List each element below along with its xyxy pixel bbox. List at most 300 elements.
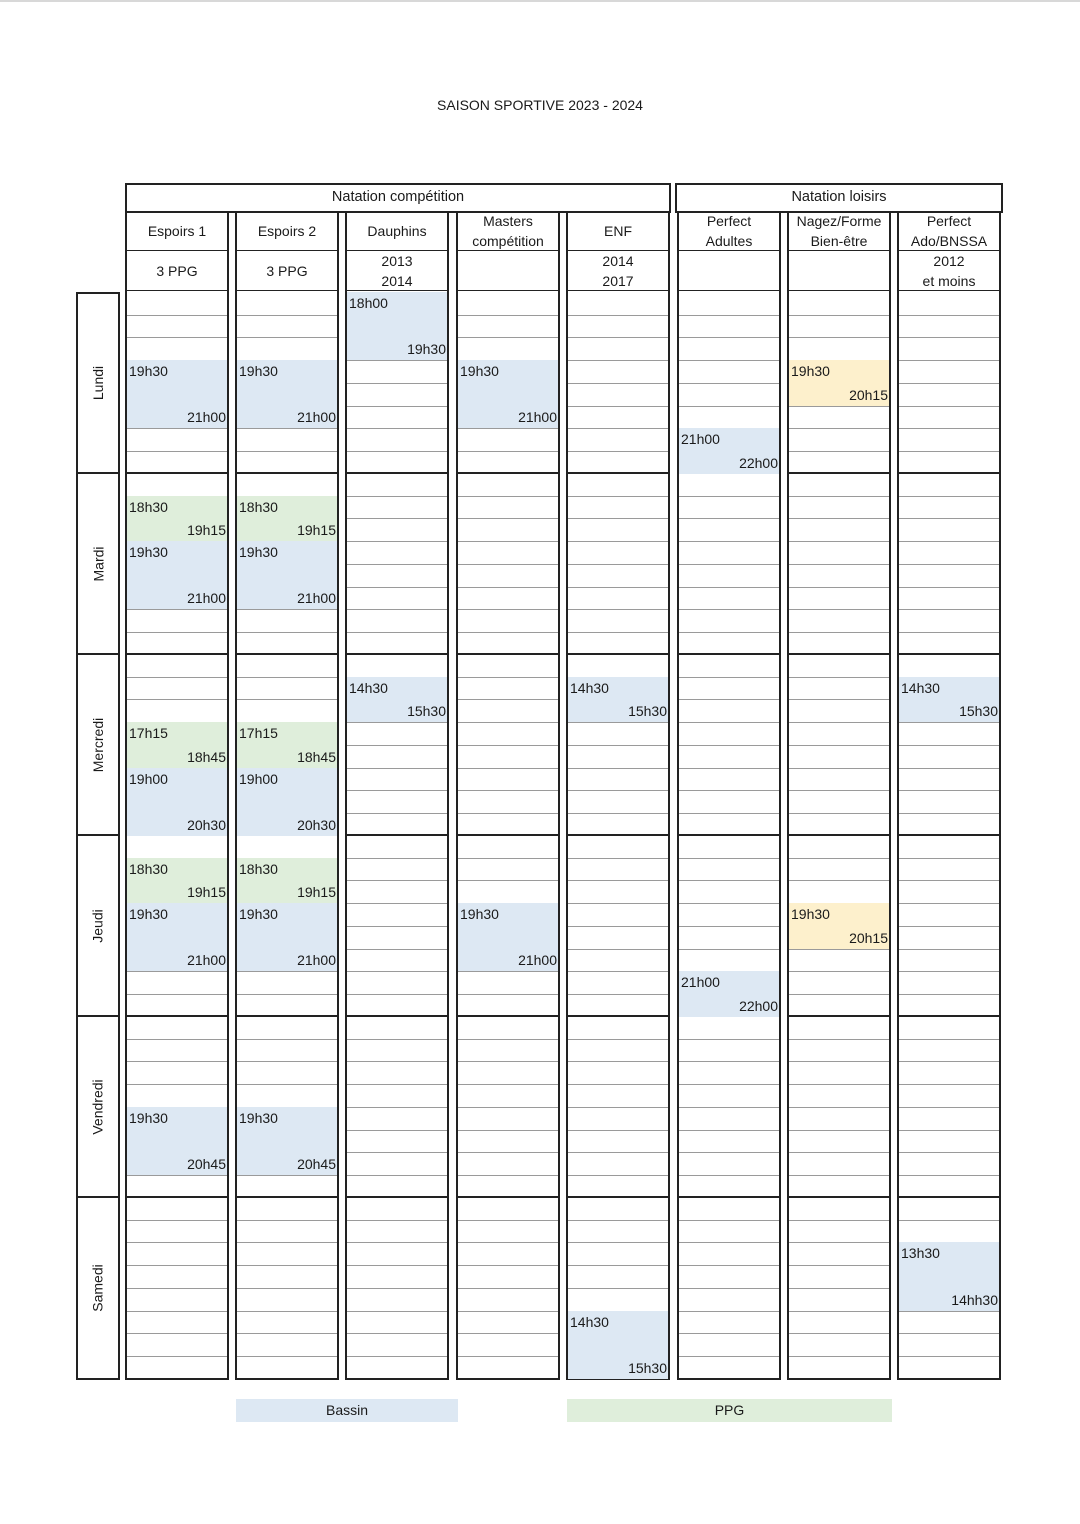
day-divider bbox=[566, 834, 670, 836]
slot-line bbox=[458, 1175, 558, 1176]
slot-line bbox=[568, 1130, 668, 1131]
slot-line bbox=[789, 722, 889, 723]
day-divider bbox=[235, 1196, 339, 1198]
slot-line bbox=[899, 1039, 999, 1040]
day-label bbox=[83, 1016, 113, 1198]
column-subheader: 2013 2014 bbox=[381, 252, 413, 289]
slot-line bbox=[679, 813, 779, 814]
slot-line bbox=[347, 1061, 447, 1062]
slot-line bbox=[789, 971, 889, 972]
day-divider bbox=[125, 472, 229, 474]
slot-line bbox=[679, 360, 779, 361]
slot-line bbox=[458, 1311, 558, 1312]
session-start-time: 14h30 bbox=[349, 680, 388, 696]
subheader-divider bbox=[125, 290, 229, 291]
slot-line bbox=[237, 1265, 337, 1266]
session-end-time: 20h45 bbox=[297, 1156, 336, 1172]
slot-line bbox=[458, 790, 558, 791]
slot-line bbox=[679, 1175, 779, 1176]
day-label-text: Vendredi bbox=[90, 1079, 106, 1135]
slot-line bbox=[347, 587, 447, 588]
day-divider bbox=[456, 834, 560, 836]
day-divider bbox=[787, 653, 891, 655]
slot-line bbox=[679, 1152, 779, 1153]
slot-line bbox=[789, 1175, 889, 1176]
slot-line bbox=[127, 451, 227, 452]
session-start-time: 19h30 bbox=[129, 1110, 168, 1126]
slot-line bbox=[899, 518, 999, 519]
session-start-time: 14h30 bbox=[570, 680, 609, 696]
session-end-time: 20h15 bbox=[849, 930, 888, 946]
slot-line bbox=[237, 677, 337, 678]
slot-line bbox=[568, 745, 668, 746]
subheader-divider bbox=[677, 290, 781, 291]
session-start-time: 18h30 bbox=[239, 861, 278, 877]
slot-line bbox=[458, 699, 558, 700]
slot-line bbox=[237, 994, 337, 995]
slot-line bbox=[789, 609, 889, 610]
slot-line bbox=[789, 1333, 889, 1334]
session-start-time: 19h30 bbox=[460, 363, 499, 379]
slot-line bbox=[127, 699, 227, 700]
slot-line bbox=[679, 1333, 779, 1334]
slot-line bbox=[679, 609, 779, 610]
slot-line bbox=[679, 1130, 779, 1131]
slot-line bbox=[789, 1265, 889, 1266]
slot-line bbox=[347, 745, 447, 746]
slot-line bbox=[347, 858, 447, 859]
slot-line bbox=[347, 926, 447, 927]
slot-line bbox=[789, 1288, 889, 1289]
session-end-time: 15h30 bbox=[959, 703, 998, 719]
session-start-time: 18h30 bbox=[129, 861, 168, 877]
subheader-divider bbox=[235, 290, 339, 291]
slot-line bbox=[568, 880, 668, 881]
slot-line bbox=[127, 1311, 227, 1312]
slot-line bbox=[347, 1175, 447, 1176]
slot-line bbox=[347, 1152, 447, 1153]
slot-line bbox=[568, 813, 668, 814]
slot-line bbox=[347, 451, 447, 452]
slot-line bbox=[899, 1311, 999, 1312]
slot-line bbox=[899, 1061, 999, 1062]
legend-ppg: PPG bbox=[567, 1399, 892, 1422]
slot-line bbox=[899, 587, 999, 588]
column-subheader bbox=[787, 251, 891, 290]
slot-line bbox=[568, 609, 668, 610]
slot-line bbox=[458, 518, 558, 519]
day-divider bbox=[787, 472, 891, 474]
slot-line bbox=[127, 1265, 227, 1266]
slot-line bbox=[458, 745, 558, 746]
day-divider bbox=[345, 1196, 449, 1198]
slot-line bbox=[347, 903, 447, 904]
slot-line bbox=[458, 1130, 558, 1131]
slot-line bbox=[347, 1107, 447, 1108]
slot-line bbox=[347, 541, 447, 542]
slot-line bbox=[458, 1107, 558, 1108]
slot-line bbox=[789, 699, 889, 700]
slot-line bbox=[237, 1311, 337, 1312]
day-divider bbox=[897, 653, 1001, 655]
slot-line bbox=[789, 337, 889, 338]
slot-line bbox=[899, 745, 999, 746]
slot-line bbox=[899, 315, 999, 316]
day-divider bbox=[897, 472, 1001, 474]
slot-line bbox=[237, 337, 337, 338]
slot-line bbox=[899, 880, 999, 881]
slot-line bbox=[347, 632, 447, 633]
slot-line bbox=[127, 994, 227, 995]
slot-line bbox=[347, 813, 447, 814]
session-end-time: 21h00 bbox=[297, 590, 336, 606]
slot-line bbox=[568, 541, 668, 542]
session-start-time: 14h30 bbox=[901, 680, 940, 696]
slot-line bbox=[789, 880, 889, 881]
day-divider bbox=[897, 1196, 1001, 1198]
session-end-time: 20h15 bbox=[849, 387, 888, 403]
session-end-time: 15h30 bbox=[407, 703, 446, 719]
slot-line bbox=[899, 813, 999, 814]
slot-line bbox=[237, 428, 337, 429]
session-start-time: 18h30 bbox=[239, 499, 278, 515]
slot-line bbox=[127, 337, 227, 338]
session-start-time: 21h00 bbox=[681, 974, 720, 990]
session-end-time: 22h00 bbox=[739, 998, 778, 1014]
slot-line bbox=[789, 1130, 889, 1131]
day-label-text: Jeudi bbox=[90, 909, 106, 943]
session-end-time: 19h15 bbox=[187, 884, 226, 900]
slot-line bbox=[568, 360, 668, 361]
slot-line bbox=[347, 1039, 447, 1040]
day-divider bbox=[566, 1196, 670, 1198]
slot-line bbox=[679, 1356, 779, 1357]
column-subheader: 3 PPG bbox=[266, 262, 308, 279]
column-box bbox=[566, 211, 670, 1380]
slot-line bbox=[679, 949, 779, 950]
day-divider bbox=[677, 653, 781, 655]
slot-line bbox=[458, 677, 558, 678]
slot-line bbox=[899, 1084, 999, 1085]
day-divider bbox=[787, 1196, 891, 1198]
slot-line bbox=[237, 1175, 337, 1176]
slot-line bbox=[347, 518, 447, 519]
session-start-time: 19h30 bbox=[129, 906, 168, 922]
slot-line bbox=[347, 994, 447, 995]
slot-line bbox=[789, 1061, 889, 1062]
slot-line bbox=[789, 1311, 889, 1312]
day-divider bbox=[566, 653, 670, 655]
column-box bbox=[897, 211, 1001, 1380]
slot-line bbox=[679, 880, 779, 881]
slot-line bbox=[899, 1152, 999, 1153]
slot-line bbox=[789, 1084, 889, 1085]
slot-line bbox=[347, 1333, 447, 1334]
column-subheader bbox=[456, 251, 560, 290]
slot-line bbox=[458, 971, 558, 972]
slot-line bbox=[237, 1242, 337, 1243]
slot-line bbox=[347, 428, 447, 429]
slot-line bbox=[899, 926, 999, 927]
column-subheader: 2012 et moins bbox=[922, 252, 976, 289]
group-label-competition: Natation compétition bbox=[331, 189, 465, 205]
slot-line bbox=[899, 790, 999, 791]
slot-line bbox=[899, 858, 999, 859]
session-end-time: 21h00 bbox=[297, 409, 336, 425]
slot-line bbox=[679, 1061, 779, 1062]
subheader-divider bbox=[787, 290, 891, 291]
slot-line bbox=[899, 768, 999, 769]
session-end-time: 20h30 bbox=[187, 817, 226, 833]
slot-line bbox=[789, 1039, 889, 1040]
slot-line bbox=[899, 496, 999, 497]
slot-line bbox=[679, 564, 779, 565]
slot-line bbox=[127, 971, 227, 972]
slot-line bbox=[789, 790, 889, 791]
slot-line bbox=[458, 496, 558, 497]
slot-line bbox=[899, 1107, 999, 1108]
slot-line bbox=[679, 722, 779, 723]
slot-line bbox=[789, 949, 889, 950]
slot-line bbox=[237, 609, 337, 610]
slot-line bbox=[899, 609, 999, 610]
day-divider bbox=[566, 1015, 670, 1017]
slot-line bbox=[679, 315, 779, 316]
slot-line bbox=[789, 745, 889, 746]
day-divider bbox=[456, 1015, 560, 1017]
session-end-time: 22h00 bbox=[739, 455, 778, 471]
session-start-time: 19h30 bbox=[239, 363, 278, 379]
slot-line bbox=[568, 994, 668, 995]
day-label bbox=[83, 1197, 113, 1379]
legend-bassin: Bassin bbox=[236, 1399, 458, 1422]
slot-line bbox=[789, 518, 889, 519]
slot-line bbox=[568, 1084, 668, 1085]
column-header: Nagez/Forme Bien-être bbox=[796, 213, 882, 249]
day-divider bbox=[345, 472, 449, 474]
slot-line bbox=[127, 632, 227, 633]
slot-line bbox=[237, 1288, 337, 1289]
slot-line bbox=[237, 1061, 337, 1062]
slot-line bbox=[127, 1061, 227, 1062]
slot-line bbox=[568, 315, 668, 316]
slot-line bbox=[568, 790, 668, 791]
slot-line bbox=[679, 383, 779, 384]
slot-line bbox=[127, 428, 227, 429]
session-start-time: 18h00 bbox=[349, 295, 388, 311]
slot-line bbox=[237, 971, 337, 972]
slot-line bbox=[679, 518, 779, 519]
slot-line bbox=[899, 994, 999, 995]
column-header: Masters compétition bbox=[472, 213, 544, 249]
slot-line bbox=[568, 949, 668, 950]
day-divider bbox=[456, 653, 560, 655]
day-label-text: Mercredi bbox=[90, 717, 106, 773]
session-end-time: 19h30 bbox=[407, 341, 446, 357]
slot-line bbox=[458, 1265, 558, 1266]
slot-line bbox=[899, 360, 999, 361]
session-start-time: 19h30 bbox=[791, 363, 830, 379]
slot-line bbox=[899, 406, 999, 407]
slot-line bbox=[458, 1061, 558, 1062]
slot-line bbox=[568, 632, 668, 633]
day-divider bbox=[677, 834, 781, 836]
slot-line bbox=[458, 1242, 558, 1243]
day-label bbox=[83, 835, 113, 1017]
slot-line bbox=[127, 315, 227, 316]
slot-line bbox=[127, 609, 227, 610]
column-header: Perfect Adultes bbox=[705, 213, 753, 249]
session-end-time: 21h00 bbox=[297, 952, 336, 968]
slot-line bbox=[679, 406, 779, 407]
session-start-time: 17h15 bbox=[239, 725, 278, 741]
slot-line bbox=[679, 1220, 779, 1221]
day-divider bbox=[345, 1015, 449, 1017]
day-divider bbox=[456, 472, 560, 474]
slot-line bbox=[789, 315, 889, 316]
slot-line bbox=[568, 451, 668, 452]
slot-line bbox=[789, 496, 889, 497]
slot-line bbox=[347, 880, 447, 881]
slot-line bbox=[679, 745, 779, 746]
slot-line bbox=[127, 1333, 227, 1334]
slot-line bbox=[458, 880, 558, 881]
slot-line bbox=[127, 1084, 227, 1085]
slot-line bbox=[347, 564, 447, 565]
slot-line bbox=[679, 496, 779, 497]
slot-line bbox=[237, 699, 337, 700]
slot-line bbox=[347, 790, 447, 791]
slot-line bbox=[679, 858, 779, 859]
slot-line bbox=[347, 1220, 447, 1221]
slot-line bbox=[568, 587, 668, 588]
slot-line bbox=[347, 722, 447, 723]
slot-line bbox=[458, 722, 558, 723]
slot-line bbox=[458, 1220, 558, 1221]
day-label-text: Mardi bbox=[90, 546, 107, 582]
session-start-time: 19h30 bbox=[460, 906, 499, 922]
slot-line bbox=[458, 858, 558, 859]
slot-line bbox=[458, 428, 558, 429]
day-divider bbox=[787, 1015, 891, 1017]
slot-line bbox=[458, 541, 558, 542]
slot-line bbox=[568, 768, 668, 769]
slot-line bbox=[789, 541, 889, 542]
slot-line bbox=[458, 994, 558, 995]
slot-line bbox=[458, 1356, 558, 1357]
slot-line bbox=[347, 768, 447, 769]
session-start-time: 17h15 bbox=[129, 725, 168, 741]
slot-line bbox=[568, 337, 668, 338]
slot-line bbox=[568, 858, 668, 859]
slot-line bbox=[237, 1220, 337, 1221]
session-end-time: 19h15 bbox=[187, 522, 226, 538]
slot-line bbox=[899, 337, 999, 338]
column-header: Espoirs 2 bbox=[257, 223, 317, 239]
day-divider bbox=[677, 1196, 781, 1198]
slot-line bbox=[679, 1288, 779, 1289]
slot-line bbox=[347, 1130, 447, 1131]
session-end-time: 21h00 bbox=[187, 590, 226, 606]
session-end-time: 18h45 bbox=[187, 749, 226, 765]
slot-line bbox=[789, 428, 889, 429]
column-header: ENF bbox=[604, 223, 632, 239]
slot-line bbox=[899, 541, 999, 542]
slot-line bbox=[789, 587, 889, 588]
slot-line bbox=[237, 1039, 337, 1040]
day-label bbox=[83, 654, 113, 836]
slot-line bbox=[458, 451, 558, 452]
slot-line bbox=[899, 949, 999, 950]
day-divider bbox=[897, 1015, 1001, 1017]
slot-line bbox=[237, 1333, 337, 1334]
slot-line bbox=[458, 337, 558, 338]
slot-line bbox=[568, 406, 668, 407]
slot-line bbox=[899, 632, 999, 633]
slot-line bbox=[899, 428, 999, 429]
day-label bbox=[83, 473, 113, 655]
slot-line bbox=[789, 858, 889, 859]
slot-line bbox=[347, 1288, 447, 1289]
slot-line bbox=[347, 496, 447, 497]
column-header: Perfect Ado/BNSSA bbox=[910, 213, 988, 249]
slot-line bbox=[568, 383, 668, 384]
slot-line bbox=[568, 1242, 668, 1243]
column-box bbox=[677, 211, 781, 1380]
slot-line bbox=[237, 1084, 337, 1085]
session-end-time: 20h30 bbox=[297, 817, 336, 833]
slot-line bbox=[789, 406, 889, 407]
slot-line bbox=[568, 1175, 668, 1176]
slot-line bbox=[568, 722, 668, 723]
slot-line bbox=[568, 428, 668, 429]
day-divider bbox=[235, 472, 339, 474]
session-end-time: 14hh30 bbox=[951, 1292, 998, 1308]
slot-line bbox=[458, 587, 558, 588]
subheader-divider bbox=[456, 290, 560, 291]
session-end-time: 21h00 bbox=[518, 409, 557, 425]
slot-line bbox=[127, 1288, 227, 1289]
slot-line bbox=[347, 1356, 447, 1357]
slot-line bbox=[679, 541, 779, 542]
session-start-time: 19h30 bbox=[129, 544, 168, 560]
session-start-time: 21h00 bbox=[681, 431, 720, 447]
slot-line bbox=[789, 1152, 889, 1153]
slot-line bbox=[237, 451, 337, 452]
slot-line bbox=[789, 1220, 889, 1221]
slot-line bbox=[568, 1152, 668, 1153]
slot-line bbox=[899, 451, 999, 452]
slot-line bbox=[899, 1130, 999, 1131]
slot-line bbox=[679, 926, 779, 927]
slot-line bbox=[347, 971, 447, 972]
session-end-time: 19h15 bbox=[297, 522, 336, 538]
column-subheader bbox=[677, 251, 781, 290]
day-divider bbox=[456, 1196, 560, 1198]
slot-line bbox=[679, 632, 779, 633]
session-end-time: 15h30 bbox=[628, 1360, 667, 1376]
column-subheader: 3 PPG bbox=[156, 262, 198, 279]
session-start-time: 14h30 bbox=[570, 1314, 609, 1330]
session-end-time: 20h45 bbox=[187, 1156, 226, 1172]
slot-line bbox=[347, 406, 447, 407]
slot-line bbox=[789, 1356, 889, 1357]
slot-line bbox=[679, 1311, 779, 1312]
slot-line bbox=[899, 722, 999, 723]
day-label-text: Lundi bbox=[90, 365, 107, 401]
session-start-time: 19h30 bbox=[239, 906, 278, 922]
session-start-time: 19h30 bbox=[129, 363, 168, 379]
